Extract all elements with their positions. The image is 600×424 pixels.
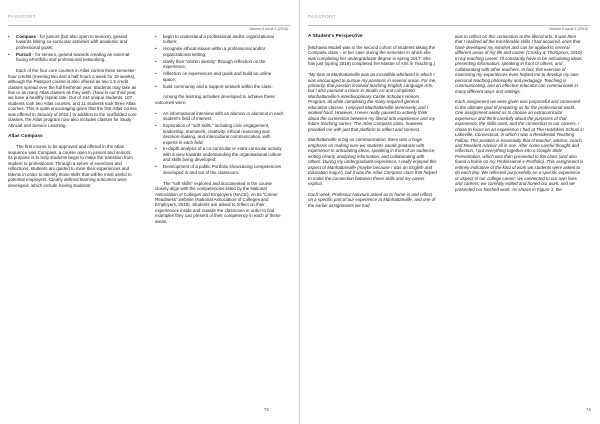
- quote-paragraph: Each week, Professor Hannum asked us to home in and reflect on a specific part of our experience at Manhattanville, and one of the earlier assignments we had: [308, 191, 436, 208]
- editor-note: [Michaela Mudell was in the second cohort of students taking the Compass class – in her case during the semester in which she was completing her undergraduate degree in spring 2017. She has just (spring 2018) completed her Master of Arts in Teaching.]: [308, 44, 436, 67]
- section-heading: A Student's Perspective: [308, 34, 363, 39]
- list-item: • reflection on experiences and goals and build an online space;: [155, 71, 284, 82]
- body-paragraph: The “soft skills” explored and documented in the course closely align with the competencies listed by the National Association of Colleges and Employers (NACE), on its “Career Readiness” website (National Association of Colleges and Employers, 2018). Students are asked to reflect on their experiences inside and outside the classroom in order to find examples they can present of their competency in each of these areas.: [155, 180, 281, 224]
- left-column-1: [8, 34, 137, 193]
- right-column-2: [455, 34, 584, 197]
- right-column-1: [308, 34, 437, 214]
- course-term: Compass: [16, 34, 36, 39]
- list-item: [8, 34, 137, 50]
- outcomes-list: [155, 34, 284, 89]
- list-item: • Exploration of “soft skills,” including civic engagement, leadership, teamwork, creativity, ethical reasoning and decision-making, and intercultural communication, with experts in each field;: [155, 123, 284, 145]
- quote-paragraph: was to reflect on this connection to the liberal arts. It was then that I realized all the transferable skills I had acquired, ones that have developed my mindset and can be applied to several different areas of my life and career (Crosby & Thompson, 2010). In my teaching career, I'll constantly have to be articulating ideas, presenting information, speaking in front of others, and collaborating with other teachers. In fact, this exercise of examining my experiences even helped me to develop my own personal teaching philosophy and pedagogy. Teaching is communicating, and an effective educator can communicate in many different ways and settings.: [455, 34, 584, 94]
- section-heading: Atlas Compass: [8, 133, 43, 139]
- page-number: 73: [264, 407, 269, 412]
- body-paragraph: Each of the four core courses in Atlas carries three semester-hour credits (meeting two and a half hours a week for 15 weeks), although the Passport course is also offered as two 1.5 credit classes spread over the full freshman year. Students may take as few or as many Atlas classes as they wish. (Now in our third year, we have a healthy repeat rate. Out of 444 unique students, 107 students took two Atlas courses, and 11 students took three Atlas courses. This is quite encouraging given that the first Atlas course was offered in January of 2016.) In addition to the scaffolded core classes, the Atlas program now also includes classes for Study Abroad and Service Learning.: [8, 68, 137, 128]
- running-head: PASSPORT: [8, 14, 37, 19]
- body-paragraph: The first course to be approved and offered in the Atlas sequence was Compass, a course open to juniors and seniors. Its purpose is to help students begin to make the transition from student to professional. Through a series of exercises and reflections, students are guided to mine their experiences and talents in order to identify those skills that will be most useful to potential employers. Clearly defined learning outcomes were developed, which include having students:: [8, 144, 133, 188]
- list-item: • recognise ethical issues within a professional and/or organizational setting;: [155, 46, 284, 57]
- course-description: - for seniors, geared towards creating an external-facing ePortfolio and professional networking.: [16, 51, 131, 63]
- list-item: [8, 52, 137, 63]
- list-item: • build community and a support network within the class.: [155, 84, 284, 89]
- volume-label: Volume 6 Issue 1 (2018): [548, 27, 588, 31]
- list-item: • Development of a public Portfolio showcasing competencies developed in and out of the classroom.: [155, 164, 284, 175]
- volume-label: Volume 6 Issue 1 (2018): [248, 27, 288, 31]
- list-item: • clarify their “citizen identity” through reflection on the experience;: [155, 59, 284, 70]
- header-rule: [308, 25, 590, 26]
- header-rule: [8, 25, 290, 26]
- course-description: - for juniors (but also open to seniors), geared towards linking co-curricular activities with academic and professional goals;: [16, 34, 128, 50]
- quote-paragraph: Manhattanville is big on communication; there was a huge emphasis on making sure we students would graduate with experience in articulating ideas, speaking in front of an audience, writing clearly, analyzing information, and collaborating with others. During my undergraduate experience, I really enjoyed this aspect of Manhattanville (maybe because I was an English and Education major!), but it was the Atlas Compass class that helped to make the connection between these skills and my career explicit.: [308, 137, 437, 187]
- body-paragraph: Among the learning activities developed to achieve these outcomes were:: [155, 94, 275, 105]
- course-term: Pursuit: [16, 51, 32, 57]
- quote-paragraph: Each assignment we were given was purposeful and connected to the ultimate goal of preparing us for the professional world. One assignment asked us to choose an extracurricular experience and think carefully about the purposes of that experience, the skills used, and the connection to our careers. I chose to focus on an experience I had at The Hotchkiss School in Lakeville, Connecticut, in which I was a Residential Teaching Fellow. This position is essentially that of teacher, advisor, coach, and Resident Advisor all in one. After some careful thought and reflection, I put everything together into a Google Slide Presentation, which was then presented to the class (and also found a home on my Professional e-Portfolio). This assignment is entirely indicative of the kind of work we students were asked to do each day. We reflected purposefully on a specific experience or aspect of our college career; we connected to our own lives and careers; we carefully edited and honed our work; and we presented our finished work. As shown in Figure 1, the: [455, 99, 584, 192]
- quote-paragraph: “My time at Manhattanville was an incredible whirlwind in which I was encouraged to pursue my passions in several areas. For me, primarily, that passion involved teaching English Language Arts, but I also pursued a minor in Studio Art and completed Manhattanville's interdisciplinary Castle Scholars Honors Program, all while completing the many required general education classes. I enjoyed Manhattanville immensely, and I worked hard. However, I never really paused to actively think about the connection between my liberal arts experience and my future teaching career. The Atlas Compass class, however, provided me with just that platform to reflect and connect.: [308, 72, 437, 132]
- left-column-2: [155, 34, 284, 230]
- list-item: • In-depth analysis of a co-curricular or extra-curricular activity with a view towards understanding the organisational culture and skills being developed;: [155, 146, 284, 162]
- running-head: PASSPORT: [308, 14, 337, 19]
- activities-list: [155, 111, 284, 175]
- course-list: [8, 34, 137, 63]
- list-item: • begin to understand a professional and/or organizational culture;: [155, 34, 284, 45]
- right-page: [300, 0, 600, 424]
- page-number: 74: [586, 407, 591, 412]
- list-item: • An informational interview with an alumna or alumnus in each student's field of interest;: [155, 111, 284, 122]
